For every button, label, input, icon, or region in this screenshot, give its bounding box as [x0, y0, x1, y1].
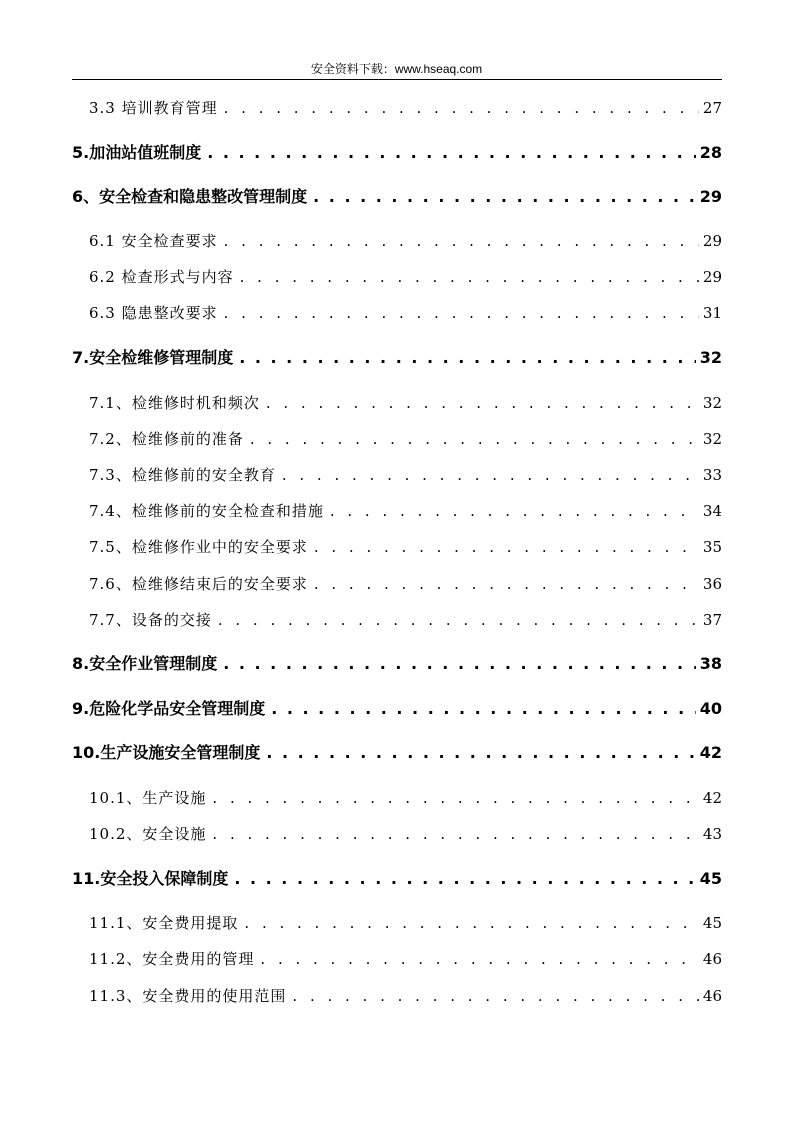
toc-page-number: 31 [702, 304, 722, 322]
toc-entry[interactable] [89, 786, 722, 810]
toc-entry[interactable] [89, 911, 722, 935]
toc-entry-label: 6.2 检查形式与内容 [89, 268, 234, 286]
toc-entry-label: 11.安全投入保障制度 [72, 869, 229, 888]
toc-entry-label: 7.5、检维修作业中的安全要求 [89, 538, 308, 556]
toc-page-number: 45 [699, 869, 722, 888]
toc-entry-label: 11.1、安全费用提取 [89, 914, 239, 932]
toc-entry[interactable] [89, 947, 722, 971]
toc-page-number: 46 [702, 950, 722, 968]
toc-entry-label: 11.3、安全费用的使用范围 [89, 987, 287, 1005]
toc-entry[interactable] [89, 822, 722, 846]
toc-dot-leader [224, 96, 699, 120]
toc-page-number: 29 [702, 232, 722, 250]
toc-dot-leader [239, 346, 696, 370]
toc-entry[interactable] [89, 229, 722, 253]
toc-dot-leader [212, 786, 699, 810]
toc-dot-leader [224, 229, 699, 253]
toc-page-number: 29 [702, 268, 722, 286]
toc-page-number: 27 [702, 99, 722, 117]
toc-entry-label: 5.加油站值班制度 [72, 143, 202, 162]
toc-entry[interactable] [72, 697, 722, 721]
toc-page-number: 37 [702, 611, 722, 629]
toc-dot-leader [266, 741, 695, 765]
toc-entry[interactable] [89, 608, 722, 632]
toc-entry[interactable] [72, 141, 722, 165]
toc-dot-leader [282, 463, 699, 487]
toc-entry[interactable] [89, 572, 722, 596]
toc-entry-label: 11.2、安全费用的管理 [89, 950, 255, 968]
toc-entry[interactable] [89, 96, 722, 120]
toc-entry[interactable] [72, 346, 722, 370]
toc-entry-label: 3.3 培训教育管理 [89, 99, 218, 117]
toc-page-number: 33 [702, 466, 722, 484]
toc-entry-label: 7.1、检维修时机和频次 [89, 394, 260, 412]
toc-page-number: 38 [699, 654, 722, 673]
toc-dot-leader [240, 265, 699, 289]
toc-entry[interactable] [89, 984, 722, 1008]
toc-page-number: 35 [702, 538, 722, 556]
toc-page-number: 34 [702, 502, 722, 520]
toc-page-number: 32 [699, 348, 722, 367]
toc-entry[interactable] [89, 427, 722, 451]
toc-entry[interactable] [72, 741, 722, 765]
toc-entry[interactable] [89, 265, 722, 289]
toc-dot-leader [207, 141, 696, 165]
toc-entry[interactable] [89, 391, 722, 415]
toc-dot-leader [314, 572, 699, 596]
toc-entry-label: 7.6、检维修结束后的安全要求 [89, 575, 308, 593]
toc-entry[interactable] [89, 301, 722, 325]
toc-page-number: 45 [702, 914, 722, 932]
toc-dot-leader [266, 391, 699, 415]
toc-entry[interactable] [89, 535, 722, 559]
toc-dot-leader [260, 947, 699, 971]
toc-entry-label: 6.3 隐患整改要求 [89, 304, 218, 322]
toc-entry[interactable] [72, 867, 722, 891]
toc-dot-leader [224, 301, 699, 325]
toc-page-number: 32 [702, 394, 722, 412]
toc-entry[interactable] [72, 185, 722, 209]
toc-entry-label: 10.2、安全设施 [89, 825, 207, 843]
toc-page-number: 46 [702, 987, 722, 1005]
toc-entry-label: 7.7、设备的交接 [89, 611, 212, 629]
toc-dot-leader [271, 697, 696, 721]
page-header: 安全资料下载：www.hseaq.com [310, 62, 483, 76]
toc-entry-label: 8.安全作业管理制度 [72, 654, 218, 673]
toc-entry-label: 9.危险化学品安全管理制度 [72, 699, 266, 718]
toc-entry-label: 7.3、检维修前的安全教育 [89, 466, 276, 484]
toc-dot-leader [314, 535, 699, 559]
toc-entry-label: 10.生产设施安全管理制度 [72, 743, 261, 762]
toc-dot-leader [250, 427, 699, 451]
toc-page-number: 42 [699, 743, 722, 762]
toc-dot-leader [234, 867, 695, 891]
toc-page-number: 42 [702, 789, 722, 807]
toc-dot-leader [330, 499, 699, 523]
toc-page-number: 40 [699, 699, 722, 718]
toc-entry-label: 10.1、生产设施 [89, 789, 207, 807]
toc-entry-label: 7.4、检维修前的安全检查和措施 [89, 502, 324, 520]
toc-entry-label: 6、安全检查和隐患整改管理制度 [72, 187, 308, 206]
toc-page-number: 28 [699, 143, 722, 162]
toc-entry[interactable] [89, 463, 722, 487]
toc-dot-leader [212, 822, 699, 846]
toc-entry-label: 6.1 安全检查要求 [89, 232, 218, 250]
toc-dot-leader [218, 608, 699, 632]
toc-dot-leader [244, 911, 699, 935]
toc-entry-label: 7.2、检维修前的准备 [89, 430, 244, 448]
toc-dot-leader [313, 185, 696, 209]
toc-dot-leader [292, 984, 699, 1008]
toc-page-number: 29 [699, 187, 722, 206]
toc-entry-label: 7.安全检维修管理制度 [72, 348, 234, 367]
toc-page-number: 43 [702, 825, 722, 843]
toc-entry[interactable] [89, 499, 722, 523]
toc-page-number: 32 [702, 430, 722, 448]
toc-dot-leader [223, 652, 696, 676]
toc-entry[interactable] [72, 652, 722, 676]
toc-page-number: 36 [702, 575, 722, 593]
